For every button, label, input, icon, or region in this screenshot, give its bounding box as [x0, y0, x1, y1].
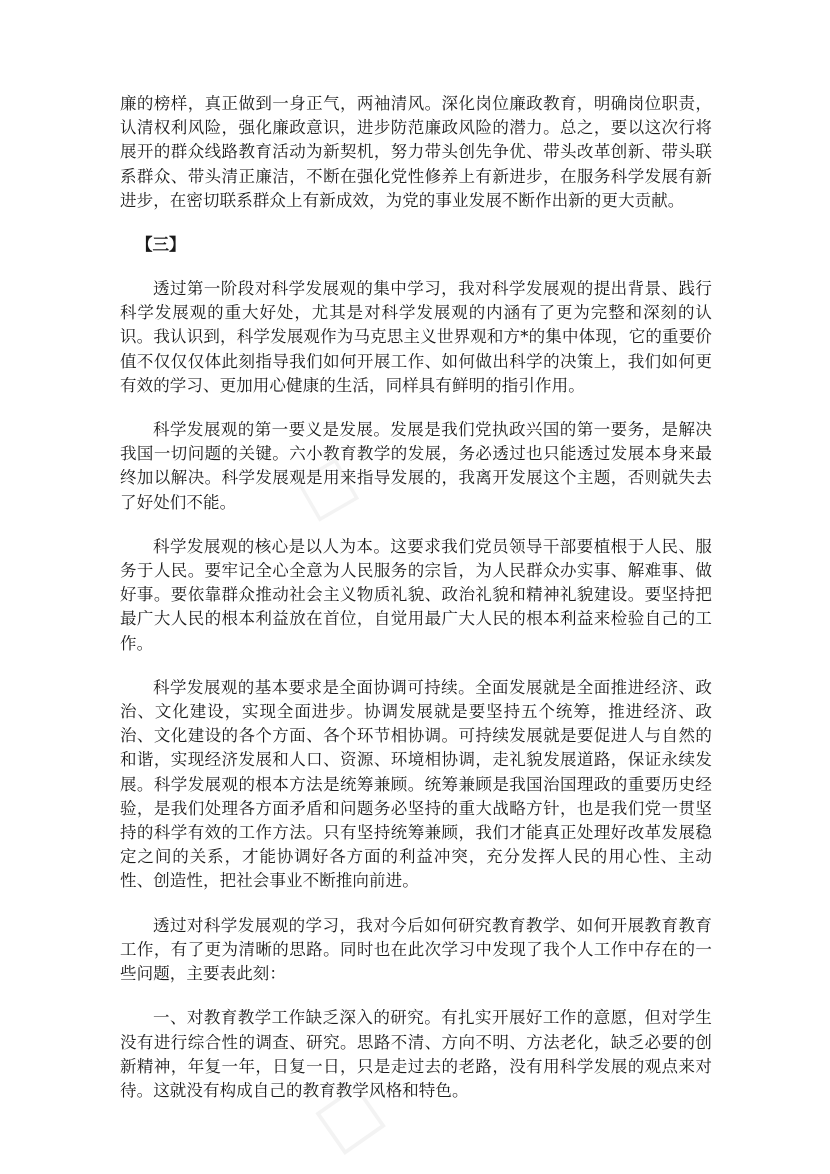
watermark-mark: ☐ [302, 1069, 401, 1173]
body-paragraph: 透过对科学发展观的学习，我对今后如何研究教育教学、如何开展教育教育工作，有了更为清晰的思路。同时也在此次学习中发现了我个人工作中存在的一些问题，主要表此刻： [120, 915, 712, 984]
section-title: 【三】 [136, 235, 186, 255]
body-paragraph: 透过第一阶段对科学发展观的集中学习，我对科学发展观的提出背景、践行科学发展观的重大好处，尤其是对科学发展观的内涵有了更为完整和深刻的认识。我认识到，科学发展观作为马克思主义世界观和方*的集中体现，它的重要价值不仅仅仅体此刻指导我们如何开展工作、如何做出科学的决策上，我们如何更有效的学习、更加用心健康的生活，同样具有鲜明的指引作用。 [120, 279, 712, 395]
document-body [120, 92, 712, 1123]
body-paragraph: 科学发展观的基本要求是全面协调可持续。全面发展就是全面推进经济、政治、文化建设，实现全面进步。协调发展就是要坚持五个统筹，推进经济、政治、文化建设的各个方面、各个环节相协调。可持续发展就是要促进人与自然的和谐，实现经济发展和人口、资源、环境相协调，走礼貌发展道路，保证永续发展。科学发展观的根本方法是统筹兼顾。统筹兼顾是我国治国理政的重要历史经验，是我们处理各方面矛盾和问题务必坚持的重大战略方针，也是我们党一贯坚持的科学有效的工作方法。只有坚持统筹兼顾，我们才能真正处理好改革发展稳定之间的关系，才能协调好各方面的利益冲突，充分发挥人民的用心性、主动性、创造性，把社会事业不断推向前进。 [120, 677, 712, 891]
watermark-mark: ☐ [285, 445, 373, 539]
body-paragraph: 科学发展观的第一要义是发展。发展是我们党执政兴国的第一要务，是解决我国一切问题的关键。六小教育教学的发展，务必透过也只能透过发展本身来最终加以解决。科学发展观是用来指导发展的，我离开发展这个主题，否则就失去了好处们不能。 [120, 420, 712, 512]
opening-paragraph: 廉的榜样，真正做到一身正气，两袖清风。深化岗位廉政教育，明确岗位职责，认清权利风险，强化廉政意识，进步防范廉政风险的潜力。总之，要以这次行将展开的群众线路教育活动为新契机，努力带头创先争优、带头改革创新、带头联系群众、带头清正廉洁，不断在强化党性修养上有新进步，在服务科学发展有新进步，在密切联系群众上有新成效，为党的事业发展不断作出新的更大贡献。 [120, 94, 712, 210]
body-paragraph: 科学发展观的核心是以人为本。这要求我们党员领导干部要植根于人民、服务于人民。要牢记全心全意为人民服务的宗旨，为人民群众办实事、解难事、做好事。要依靠群众推动社会主义物质礼貌、政治礼貌和精神礼貌建设。要坚持把最广大人民的根本利益放在首位，自觉用最广大人民的根本利益来检验自己的工作。 [120, 536, 712, 653]
body-paragraph: 一、对教育教学工作缺乏深入的研究。有扎实开展好工作的意愿，但对学生没有进行综合性的调查、研究。思路不清、方向不明、方法老化，缺乏必要的创新精神，年复一年，日复一日，只是走过去的老路，没有用科学发展的观点来对待。这就没有构成自己的教育教学风格和特色。 [120, 1008, 712, 1100]
